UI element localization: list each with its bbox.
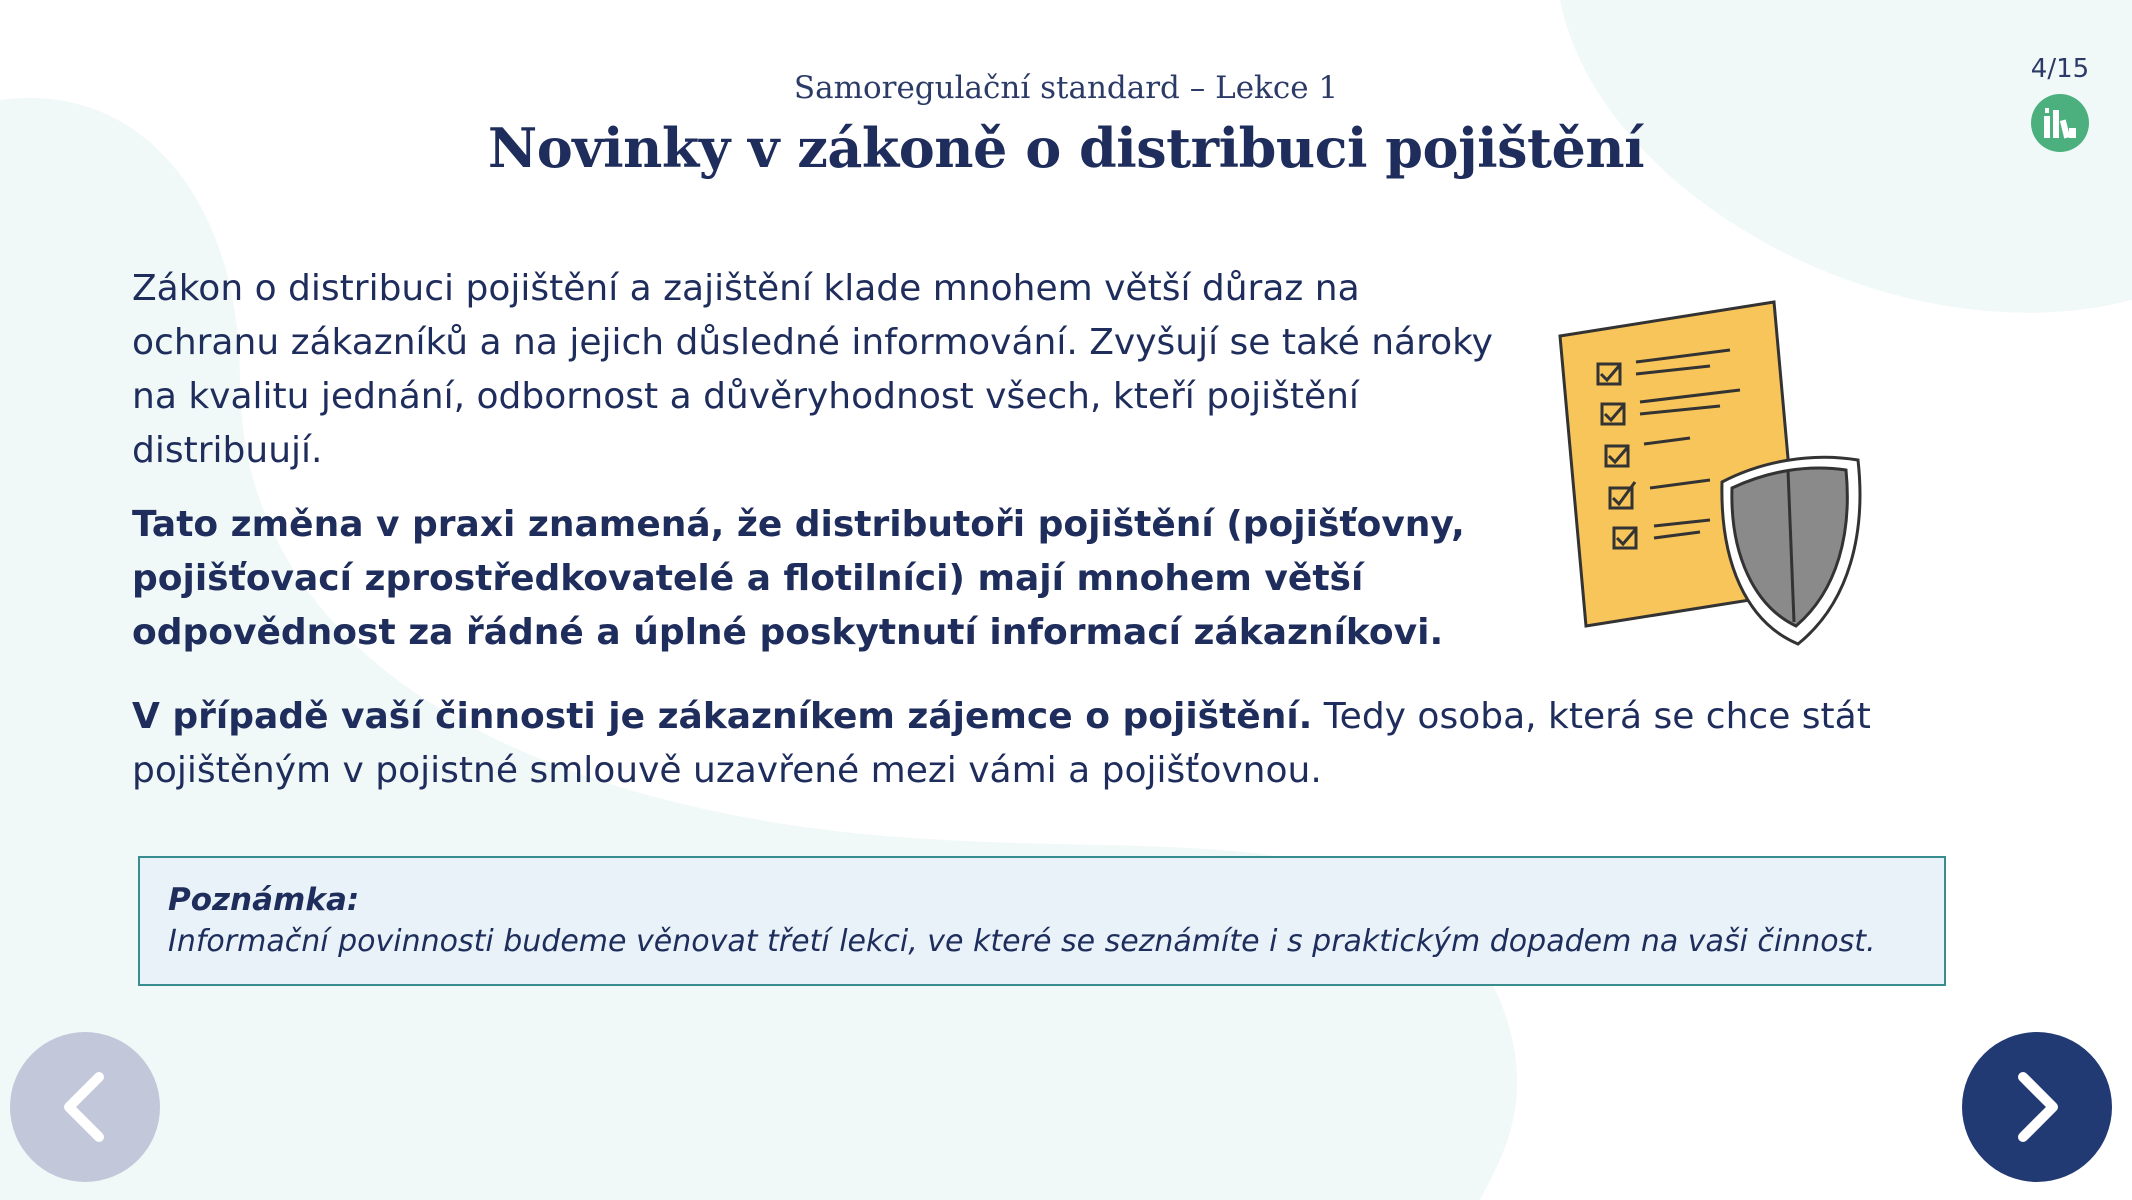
page-title: Novinky v zákoně o distribuci pojištění	[487, 116, 1645, 180]
note-box	[138, 856, 1946, 986]
chevron-left-icon	[55, 1067, 115, 1147]
customer-paragraph	[132, 690, 1992, 798]
note-text: Informační povinnosti budeme věnovat třetí lekci, ve které se seznámíte i s praktickým dopadem na vaši činnost.	[168, 924, 1876, 959]
slide-header	[0, 66, 2132, 180]
chevron-right-icon	[2007, 1067, 2067, 1147]
customer-paragraph-rest: Tedy osoba, která se chce stát pojištěným v pojistné smlouvě uzavřené mezi vámi a pojišťovnou.	[132, 696, 1871, 791]
main-content	[132, 262, 1512, 680]
customer-paragraph-bold: V případě vaší činnosti je zákazníkem zájemce o pojištění.	[132, 696, 1313, 737]
note-title: Poznámka:	[168, 882, 360, 918]
next-button[interactable]	[1962, 1032, 2112, 1182]
intro-paragraph: Zákon o distribuci pojištění a zajištění klade mnohem větší důraz na ochranu zákazníků a na jejich důsledné informování. Zvyšují se také nároky na kvalitu jednání, odbornost a důvěryhodnost všech, kteří pojištění distribuují.	[132, 268, 1493, 471]
emphasis-paragraph: Tato změna v praxi znamená, že distributoři pojištění (pojišťovny, pojišťovací zprostředkovatelé a flotilníci) mají mnohem větší odpovědnost za řádné a úplné poskytnutí informací zákazníkovi.	[132, 504, 1465, 653]
shield-icon	[1722, 457, 1860, 644]
checklist-shield-illustration	[1540, 292, 1880, 662]
previous-button[interactable]	[10, 1032, 160, 1182]
lesson-subtitle: Samoregulační standard – Lekce 1	[793, 70, 1339, 106]
page-counter: 4/15	[2030, 54, 2090, 84]
